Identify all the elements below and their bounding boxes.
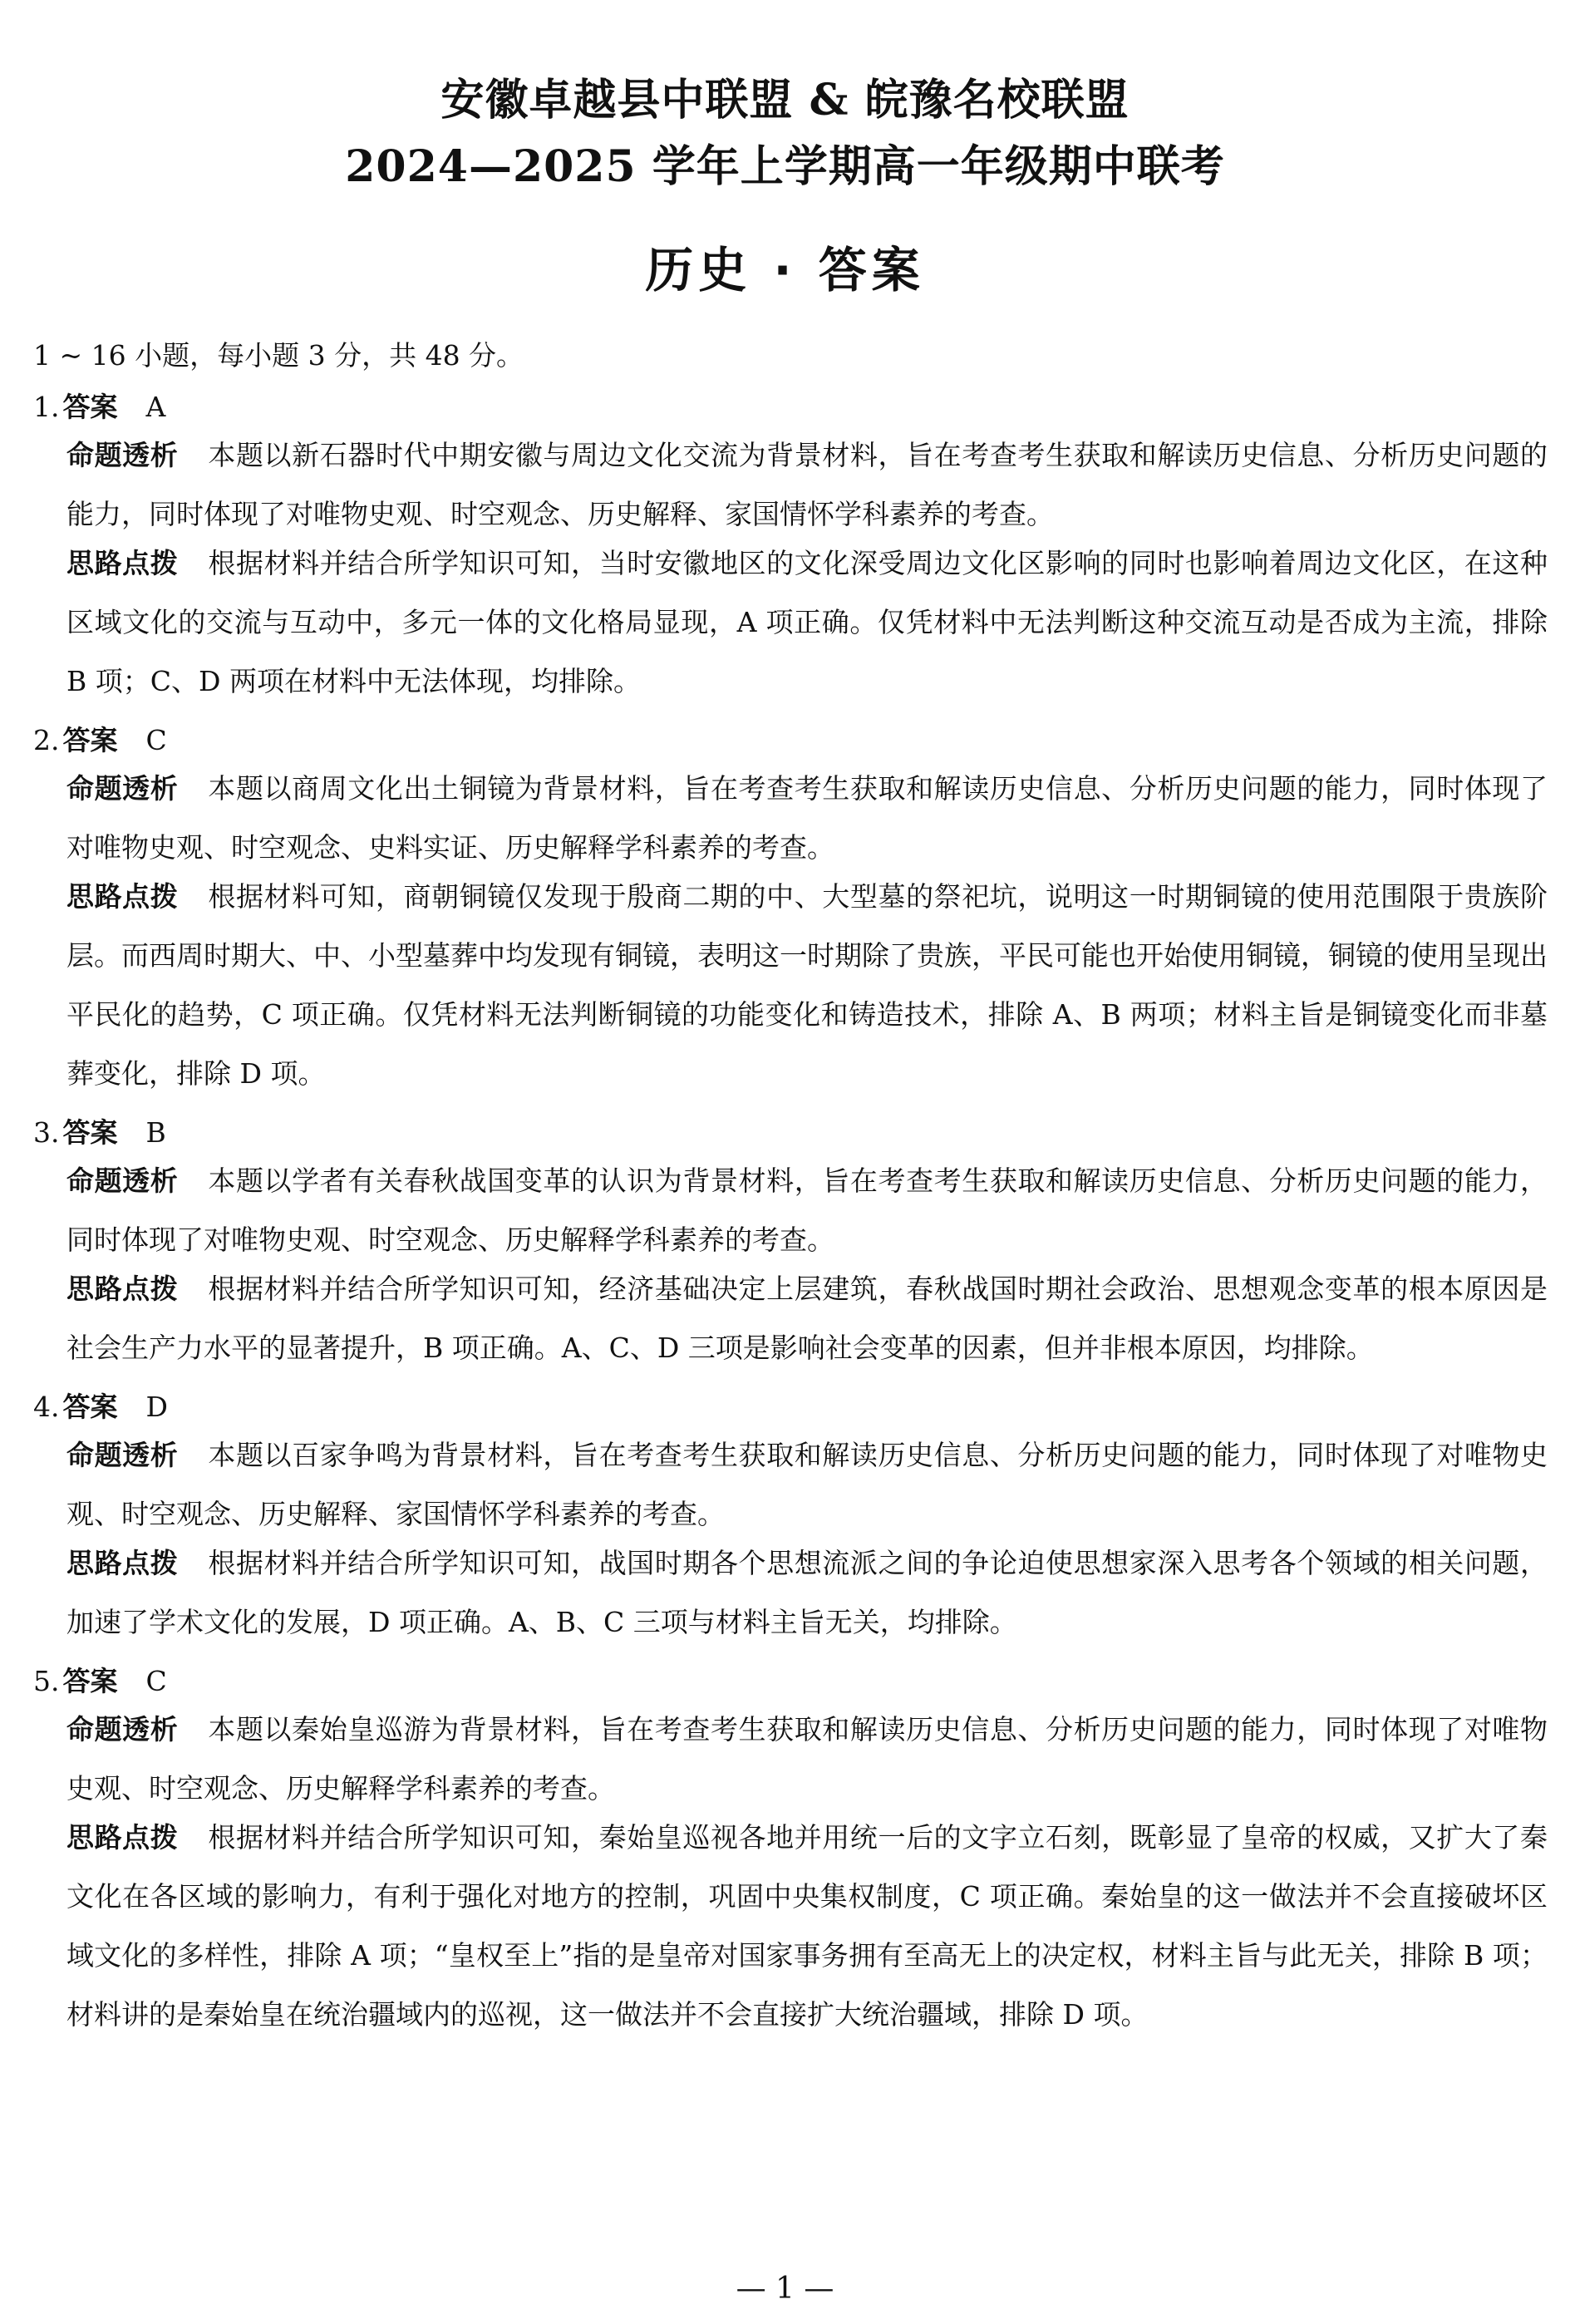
question-number: 2. [33,724,60,756]
answer-line [33,1391,1548,1424]
analysis-paragraph [66,1259,1548,1377]
answer-label: 答案 [62,391,118,423]
purpose-text: 本题以秦始皇巡游为背景材料，旨在考查考生获取和解读历史信息、分析历史问题的能力，同时体现了对唯物史观、时空观念、历史解释学科素养的考查。 [66,1713,1548,1805]
purpose-label: 命题透析 [66,1439,179,1471]
purpose-label: 命题透析 [66,772,179,805]
purpose-label: 命题透析 [66,439,179,471]
league-title: 安徽卓越县中联盟 & 皖豫名校联盟 [440,75,1130,126]
page-number: — 1 — [736,2272,834,2306]
question-block-2 [33,724,1548,1103]
purpose-paragraph [66,426,1548,544]
purpose-paragraph [66,1425,1548,1544]
analysis-text: 根据材料并结合所学知识可知，秦始皇巡视各地并用统一后的文字立石刻，既彰显了皇帝的权威，又扩大了秦文化在各区域的影响力，有利于强化对地方的控制，巩固中央集权制度，C 项正确。秦始皇的这一做法并不会直接破坏区域文化的多样性，排除 A 项；“皇权至上”指的是皇帝对国家事务拥有至高无上的决定权，材料主旨与此无关，排除 B 项；材料讲的是秦始皇在统治疆域内的巡视，这一做法并不会直接扩大统治疆域，排除 D 项。 [66,1821,1548,2031]
question-block-4 [33,1391,1548,1652]
analysis-paragraph [66,1534,1548,1652]
purpose-label: 命题透析 [66,1164,179,1197]
analysis-label: 思路点拨 [66,547,179,579]
answer-label: 答案 [62,1665,118,1697]
answer-line [33,1116,1548,1150]
question-number: 3. [33,1116,60,1149]
answer-value: C [145,724,167,756]
answer-line [33,724,1548,757]
question-block-5 [33,1665,1548,2044]
analysis-label: 思路点拨 [66,880,179,913]
question-block-1 [33,391,1548,711]
analysis-text: 根据材料并结合所学知识可知，战国时期各个思想流派之间的争论迫使思想家深入思考各个领域的相关问题，加速了学术文化的发展，D 项正确。A、B、C 三项与材料主旨无关，均排除。 [66,1547,1548,1638]
analysis-paragraph [66,867,1548,1103]
answer-value: D [145,1391,168,1423]
question-block-3 [33,1116,1548,1377]
analysis-label: 思路点拨 [66,1547,179,1579]
analysis-paragraph [66,1808,1548,2044]
answer-label: 答案 [62,1391,118,1423]
purpose-paragraph [66,759,1548,877]
answer-line [33,391,1548,424]
scoring-note: 1 ~ 16 小题，每小题 3 分，共 48 分。 [33,339,524,372]
answer-value: A [145,391,166,423]
exam-title: 2024—2025 学年上学期高一年级期中联考 [345,141,1225,192]
purpose-label: 命题透析 [66,1713,179,1745]
purpose-text: 本题以新石器时代中期安徽与周边文化交流为背景材料，旨在考查考生获取和解读历史信息、分析历史问题的能力，同时体现了对唯物史观、时空观念、历史解释、家国情怀学科素养的考查。 [66,439,1548,530]
answer-label: 答案 [62,1116,118,1149]
question-number: 1. [33,391,60,423]
analysis-label: 思路点拨 [66,1821,179,1854]
analysis-text: 根据材料并结合所学知识可知，经济基础决定上层建筑，春秋战国时期社会政治、思想观念变革的根本原因是社会生产力水平的显著提升，B 项正确。A、C、D 三项是影响社会变革的因素，但并非根本原因，均排除。 [66,1273,1548,1364]
purpose-paragraph [66,1151,1548,1269]
analysis-label: 思路点拨 [66,1273,179,1305]
analysis-text: 根据材料并结合所学知识可知，当时安徽地区的文化深受周边文化区影响的同时也影响着周边文化区，在这种区域文化的交流与互动中，多元一体的文化格局显现，A 项正确。仅凭材料中无法判断这种交流互动是否成为主流，排除 B 项；C、D 两项在材料中无法体现，均排除。 [66,547,1548,697]
question-number: 5. [33,1665,60,1697]
question-number: 4. [33,1391,60,1423]
purpose-text: 本题以学者有关春秋战国变革的认识为背景材料，旨在考查考生获取和解读历史信息、分析历史问题的能力，同时体现了对唯物史观、时空观念、历史解释学科素养的考查。 [66,1164,1548,1256]
subject-title: 历史 · 答案 [645,242,925,298]
purpose-text: 本题以商周文化出土铜镜为背景材料，旨在考查考生获取和解读历史信息、分析历史问题的能力，同时体现了对唯物史观、时空观念、史料实证、历史解释学科素养的考查。 [66,772,1548,864]
analysis-paragraph [66,534,1548,711]
answer-content [33,339,1548,2057]
answer-value: C [145,1665,167,1697]
analysis-text: 根据材料可知，商朝铜镜仅发现于殷商二期的中、大型墓的祭祀坑，说明这一时期铜镜的使用范围限于贵族阶层。而西周时期大、中、小型墓葬中均发现有铜镜，表明这一时期除了贵族，平民可能也开始使用铜镜，铜镜的使用呈现出平民化的趋势，C 项正确。仅凭材料无法判断铜镜的功能变化和铸造技术，排除 A、B 两项；材料主旨是铜镜变化而非墓葬变化，排除 D 项。 [66,880,1548,1090]
answer-line [33,1665,1548,1698]
answer-value: B [145,1116,166,1149]
purpose-text: 本题以百家争鸣为背景材料，旨在考查考生获取和解读历史信息、分析历史问题的能力，同时体现了对唯物史观、时空观念、历史解释、家国情怀学科素养的考查。 [66,1439,1548,1530]
answer-label: 答案 [62,724,118,756]
purpose-paragraph [66,1700,1548,1818]
